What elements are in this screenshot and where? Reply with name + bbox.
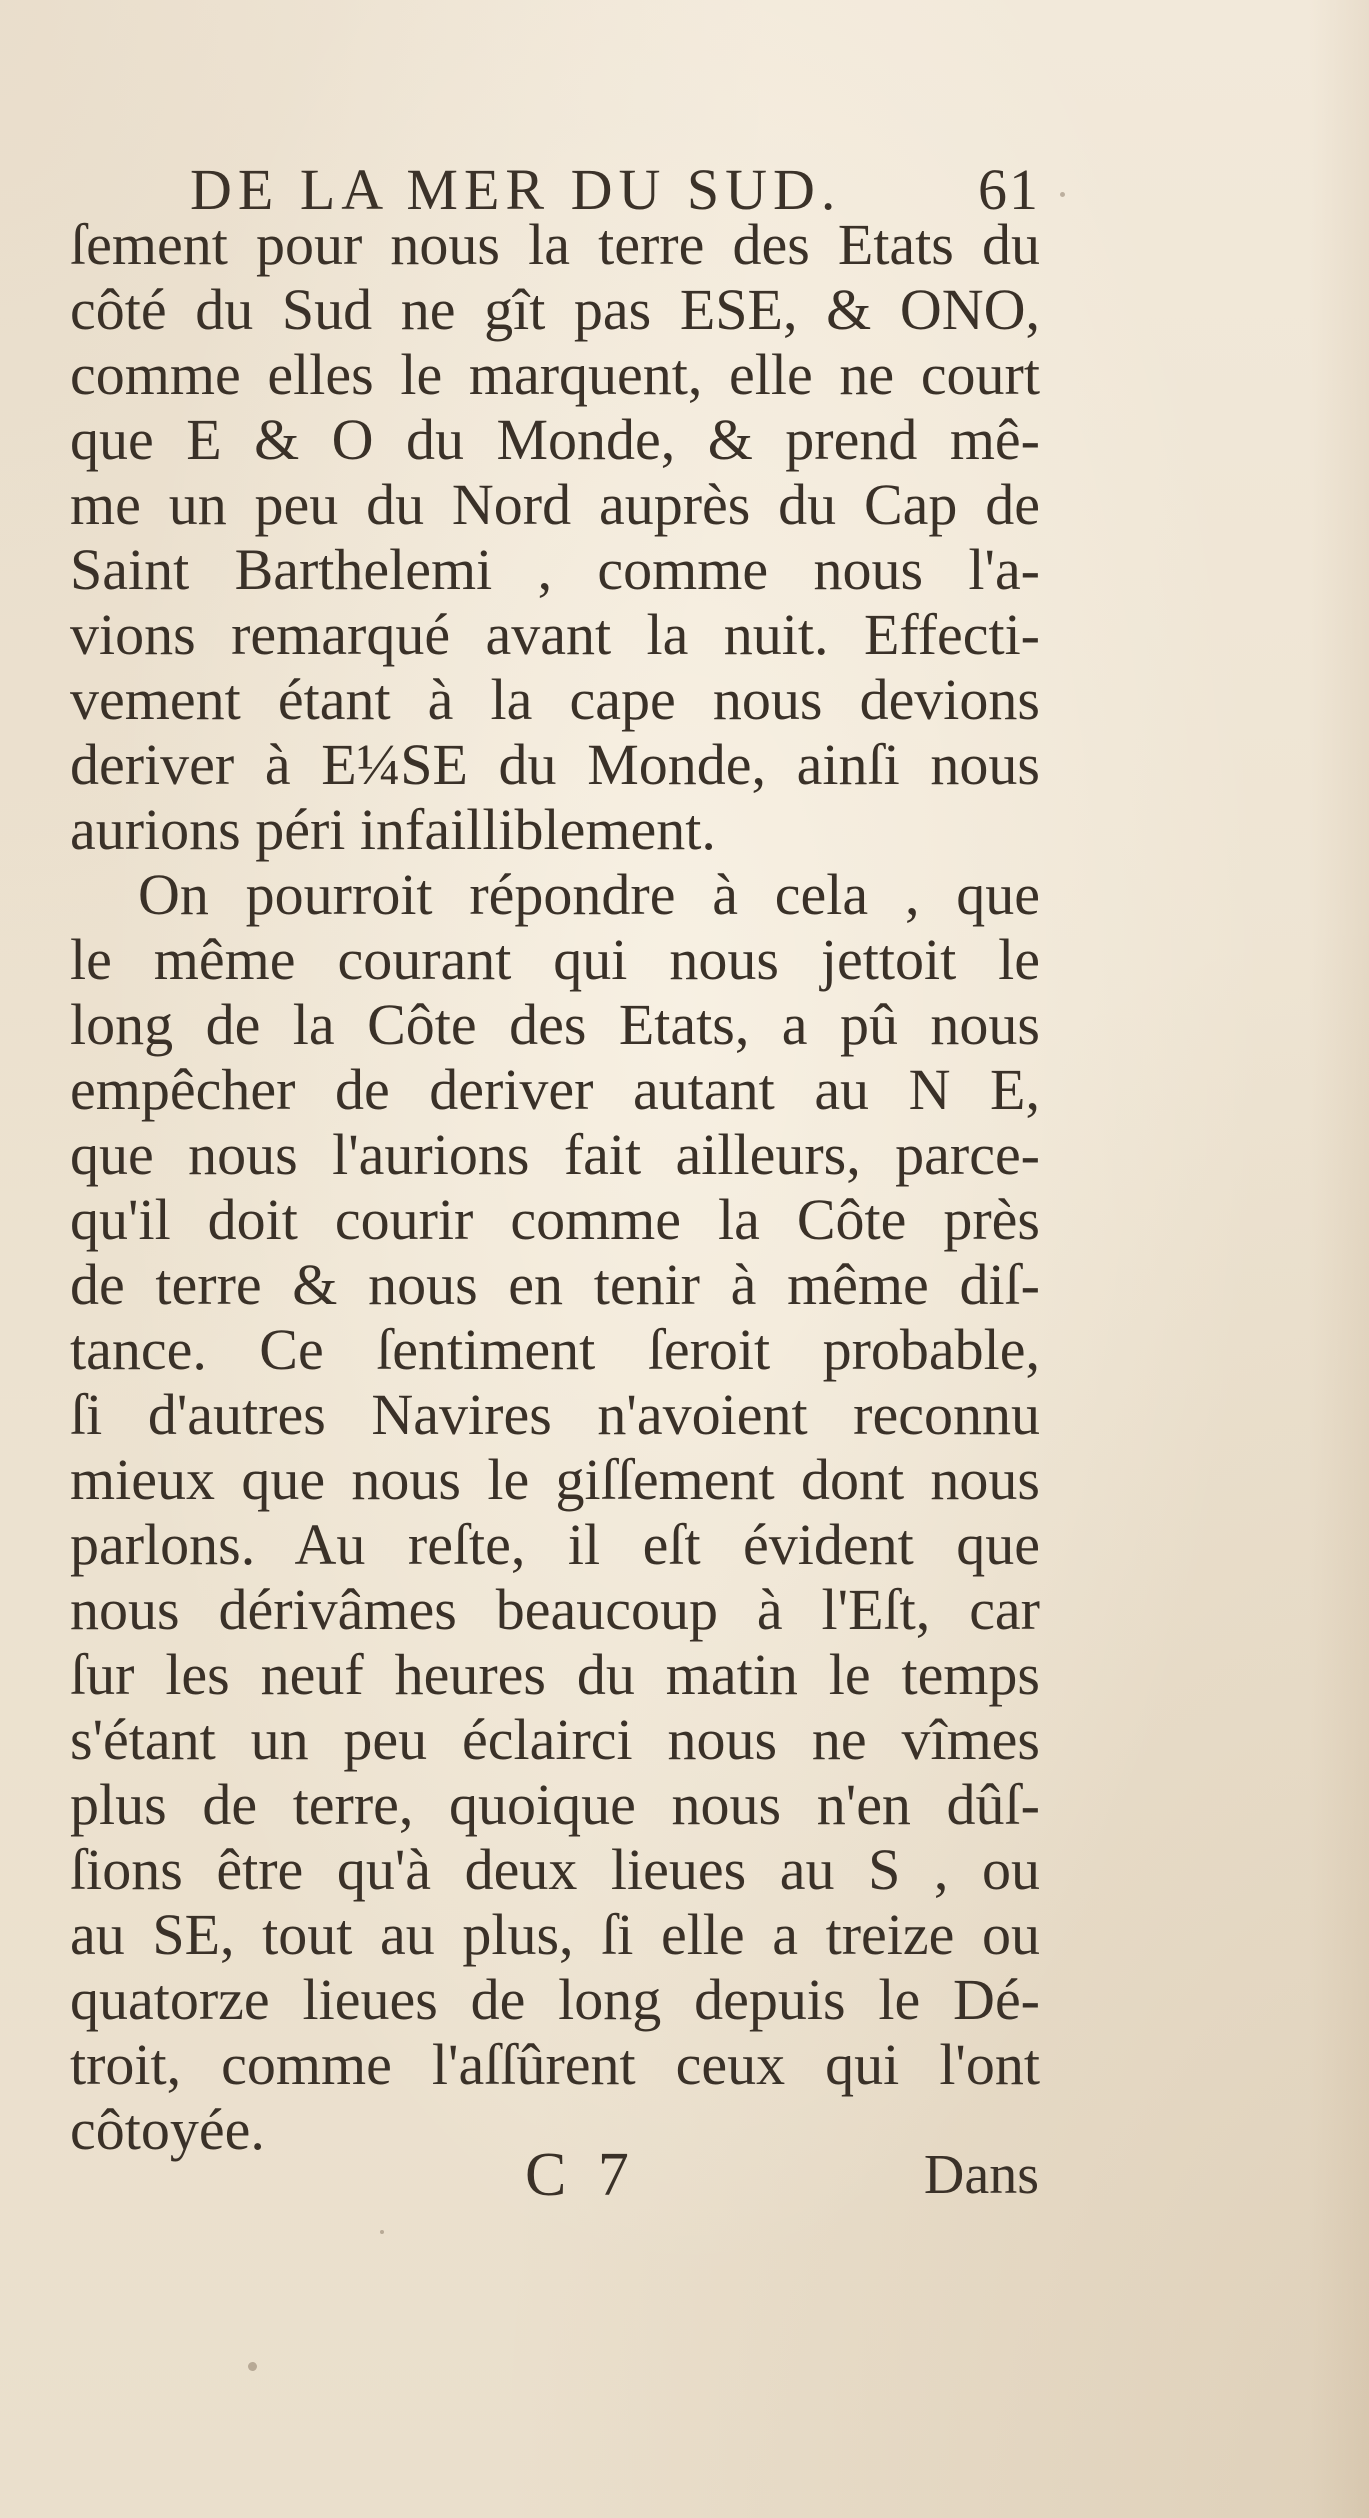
paragraph-start-line: On pourroit répondre à cela , que xyxy=(138,862,1040,927)
catchword: Dans xyxy=(923,2144,1039,2206)
paragraph-end-line: aurions péri infailliblement. xyxy=(70,797,716,862)
text-line: le même courant qui nous jettoit le xyxy=(70,927,1040,992)
text-line: deriver à E¼SE du Monde, ainſi nous xyxy=(70,732,1040,797)
text-line: long de la Côte des Etats, a pû nous xyxy=(70,992,1040,1057)
text-line: plus de terre, quoique nous n'en dûſ- xyxy=(70,1772,1040,1837)
text-line: au SE, tout au plus, ſi elle a treize ou xyxy=(70,1902,1040,1967)
text-line: s'étant un peu éclairci nous ne vîmes xyxy=(70,1707,1040,1772)
text-line: comme elles le marquent, elle ne court xyxy=(70,342,1040,407)
text-line: me un peu du Nord auprès du Cap de xyxy=(70,472,1040,537)
body-text xyxy=(70,212,1040,2162)
paper-speck xyxy=(248,2362,257,2371)
text-line: troit, comme l'aſſûrent ceux qui l'ont xyxy=(70,2032,1040,2097)
text-line: ſement pour nous la terre des Etats du xyxy=(70,212,1040,277)
text-line: parlons. Au reſte, il eſt évident que xyxy=(70,1512,1040,1577)
text-line: de terre & nous en tenir à même diſ- xyxy=(70,1252,1040,1317)
text-line: qu'il doit courir comme la Côte près xyxy=(70,1187,1040,1252)
text-line: vement étant à la cape nous devions xyxy=(70,667,1040,732)
paper-speck xyxy=(1060,192,1065,197)
text-line: Saint Barthelemi , comme nous l'a- xyxy=(70,537,1040,602)
signature-mark: C 7 xyxy=(525,2141,637,2209)
text-line: que E & O du Monde, & prend mê- xyxy=(70,407,1040,472)
paper-speck xyxy=(380,2230,384,2234)
paragraph-end-line: côtoyée. xyxy=(70,2097,265,2162)
text-line: ſur les neuf heures du matin le temps xyxy=(70,1642,1040,1707)
text-line: ſions être qu'à deux lieues au S , ou xyxy=(70,1837,1040,1902)
text-line: nous dérivâmes beaucoup à l'Eſt, car xyxy=(70,1577,1040,1642)
running-head-title: DE LA MER DU SUD. xyxy=(190,157,842,222)
text-line: vions remarqué avant la nuit. Effecti- xyxy=(70,602,1040,667)
text-line: ſi d'autres Navires n'avoient reconnu xyxy=(70,1382,1040,1447)
text-line: mieux que nous le giſſement dont nous xyxy=(70,1447,1040,1512)
text-line: tance. Ce ſentiment ſeroit probable, xyxy=(70,1317,1040,1382)
page-number: 61 xyxy=(978,157,1040,222)
text-line: empêcher de deriver autant au N E, xyxy=(70,1057,1040,1122)
text-line: que nous l'aurions fait ailleurs, parce- xyxy=(70,1122,1040,1187)
text-line: côté du Sud ne gît pas ESE, & ONO, xyxy=(70,277,1040,342)
text-line: quatorze lieues de long depuis le Dé- xyxy=(70,1967,1040,2032)
page-edge-shadow xyxy=(1309,0,1369,2518)
